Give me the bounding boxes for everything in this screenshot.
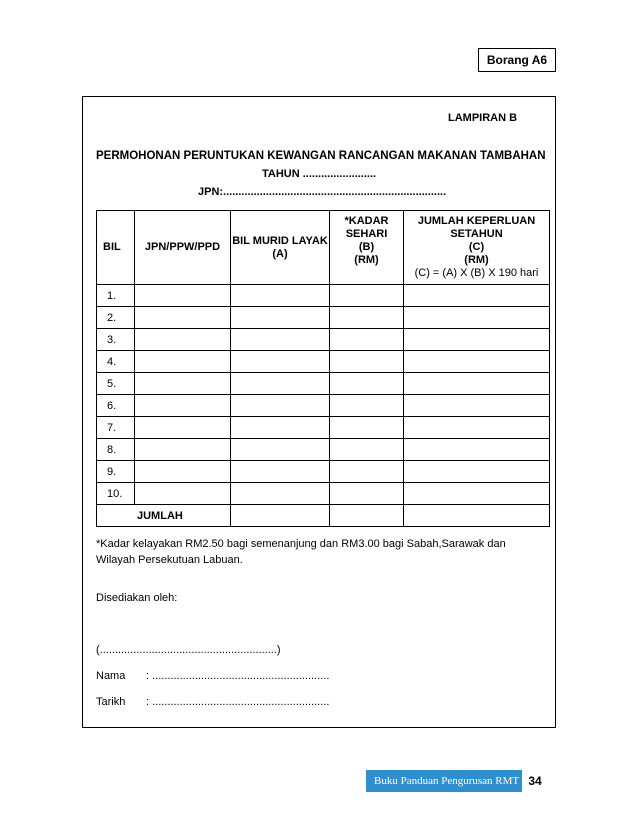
table-row bbox=[97, 439, 550, 461]
cell-murid[interactable] bbox=[231, 483, 330, 505]
row-number: 1. bbox=[97, 285, 135, 307]
total-kadar[interactable] bbox=[330, 505, 404, 527]
cell-kadar[interactable] bbox=[330, 461, 404, 483]
header-murid bbox=[231, 211, 330, 285]
header-kadar bbox=[330, 211, 404, 285]
footer-banner bbox=[366, 770, 548, 792]
cell-kadar[interactable] bbox=[330, 329, 404, 351]
header-jumlah-line3: (C) bbox=[468, 241, 485, 253]
prepared-by-label: Disediakan oleh: bbox=[96, 592, 178, 604]
cell-kadar[interactable] bbox=[330, 373, 404, 395]
cell-jumlah[interactable] bbox=[404, 329, 550, 351]
table-header-row bbox=[97, 211, 550, 285]
cell-jumlah[interactable] bbox=[404, 351, 550, 373]
row-number: 10. bbox=[97, 483, 135, 505]
header-jpn: JPN/PPW/PPD bbox=[135, 211, 231, 285]
note-line-2: Wilayah Persekutuan Labuan. bbox=[96, 554, 243, 566]
header-jumlah-formula: (C) = (A) X (B) X 190 hari bbox=[414, 267, 539, 279]
appendix-label: LAMPIRAN B bbox=[448, 112, 518, 124]
cell-kadar[interactable] bbox=[330, 351, 404, 373]
cell-jumlah[interactable] bbox=[404, 461, 550, 483]
table-row bbox=[97, 285, 550, 307]
header-kadar-line2: SEHARI bbox=[345, 228, 388, 240]
signature-line: (..........................................................) bbox=[96, 644, 281, 656]
cell-kadar[interactable] bbox=[330, 285, 404, 307]
cell-murid[interactable] bbox=[231, 285, 330, 307]
cell-jumlah[interactable] bbox=[404, 285, 550, 307]
cell-jpn[interactable] bbox=[135, 483, 231, 505]
table-row bbox=[97, 373, 550, 395]
cell-jumlah[interactable] bbox=[404, 417, 550, 439]
cell-murid[interactable] bbox=[231, 329, 330, 351]
form-title: PERMOHONAN PERUNTUKAN KEWANGAN RANCANGAN MAKANAN TAMBAHAN bbox=[96, 150, 546, 162]
year-line: TAHUN ........................ bbox=[262, 168, 377, 180]
cell-jpn[interactable] bbox=[135, 307, 231, 329]
header-jumlah-line4: (RM) bbox=[464, 254, 489, 266]
header-jumlah-line1: JUMLAH KEPERLUAN bbox=[417, 215, 536, 227]
cell-kadar[interactable] bbox=[330, 417, 404, 439]
cell-jpn[interactable] bbox=[135, 461, 231, 483]
cell-murid[interactable] bbox=[231, 395, 330, 417]
header-jumlah bbox=[404, 211, 550, 285]
cell-kadar[interactable] bbox=[330, 307, 404, 329]
header-jumlah-line2: SETAHUN bbox=[450, 228, 503, 240]
cell-jpn[interactable] bbox=[135, 351, 231, 373]
total-jumlah[interactable] bbox=[404, 505, 550, 527]
table-row bbox=[97, 483, 550, 505]
row-number: 8. bbox=[97, 439, 135, 461]
table-row bbox=[97, 461, 550, 483]
cell-murid[interactable] bbox=[231, 461, 330, 483]
cell-jpn[interactable] bbox=[135, 329, 231, 351]
cell-jpn[interactable] bbox=[135, 373, 231, 395]
cell-murid[interactable] bbox=[231, 351, 330, 373]
allocation-table bbox=[96, 210, 550, 527]
row-number: 3. bbox=[97, 329, 135, 351]
footer-title: Buku Panduan Pengurusan RMT bbox=[374, 775, 520, 787]
header-kadar-line1: *KADAR bbox=[344, 215, 389, 227]
date-label: Tarikh bbox=[96, 696, 126, 708]
name-label: Nama bbox=[96, 670, 126, 682]
row-number: 5. bbox=[97, 373, 135, 395]
cell-kadar[interactable] bbox=[330, 395, 404, 417]
row-number: 7. bbox=[97, 417, 135, 439]
header-kadar-line4: (RM) bbox=[354, 254, 379, 266]
header-murid-line2: (A) bbox=[272, 247, 288, 260]
page-number: 34 bbox=[520, 770, 548, 792]
table-row bbox=[97, 395, 550, 417]
jpn-line: JPN:......................................................................... bbox=[198, 186, 447, 198]
row-number: 2. bbox=[97, 307, 135, 329]
cell-murid[interactable] bbox=[231, 307, 330, 329]
cell-jpn[interactable] bbox=[135, 439, 231, 461]
cell-jumlah[interactable] bbox=[404, 373, 550, 395]
date-field[interactable]: : .......................................................... bbox=[146, 696, 330, 708]
total-murid[interactable] bbox=[231, 505, 330, 527]
table-row bbox=[97, 351, 550, 373]
cell-jumlah[interactable] bbox=[404, 307, 550, 329]
cell-kadar[interactable] bbox=[330, 439, 404, 461]
row-number: 4. bbox=[97, 351, 135, 373]
table-row bbox=[97, 417, 550, 439]
cell-jpn[interactable] bbox=[135, 285, 231, 307]
cell-jumlah[interactable] bbox=[404, 395, 550, 417]
cell-murid[interactable] bbox=[231, 439, 330, 461]
header-murid-line1: BIL MURID LAYAK bbox=[232, 234, 328, 247]
header-kadar-line3: (B) bbox=[358, 241, 375, 253]
cell-murid[interactable] bbox=[231, 417, 330, 439]
cell-murid[interactable] bbox=[231, 373, 330, 395]
row-number: 6. bbox=[97, 395, 135, 417]
cell-jumlah[interactable] bbox=[404, 483, 550, 505]
note-line-1: *Kadar kelayakan RM2.50 bagi semenanjung dan RM3.00 bagi Sabah,Sarawak dan bbox=[96, 538, 506, 550]
cell-jpn[interactable] bbox=[135, 417, 231, 439]
cell-jumlah[interactable] bbox=[404, 439, 550, 461]
cell-jpn[interactable] bbox=[135, 395, 231, 417]
form-code-label: Borang A6 bbox=[478, 48, 556, 72]
header-bil: BIL bbox=[97, 211, 135, 285]
cell-kadar[interactable] bbox=[330, 483, 404, 505]
name-field[interactable]: : .......................................................... bbox=[146, 670, 330, 682]
table-row bbox=[97, 307, 550, 329]
total-label: JUMLAH bbox=[97, 505, 231, 527]
row-number: 9. bbox=[97, 461, 135, 483]
total-row bbox=[97, 505, 550, 527]
table-row bbox=[97, 329, 550, 351]
